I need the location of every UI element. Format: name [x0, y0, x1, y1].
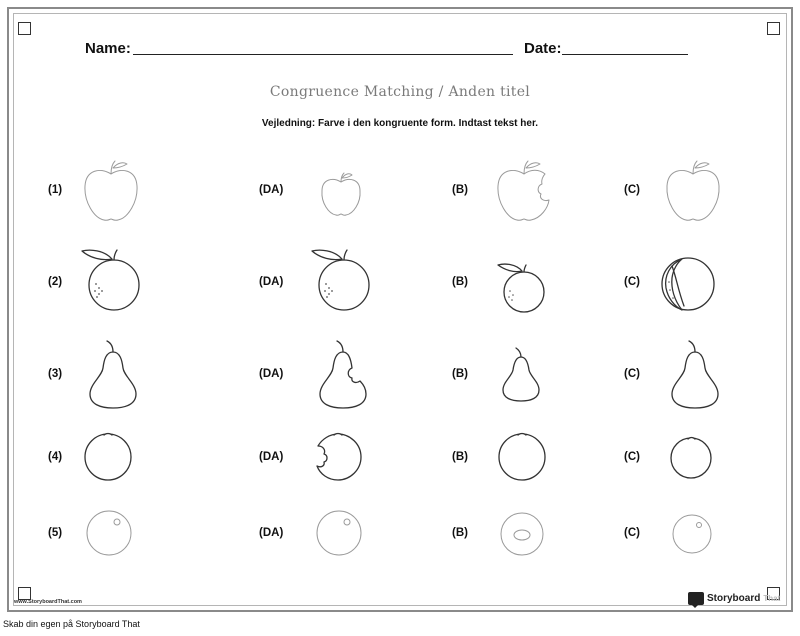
- corner-handle-top-right[interactable]: [767, 22, 780, 35]
- bitten-pear-icon[interactable]: [316, 338, 370, 410]
- donut-plum-icon[interactable]: [498, 510, 546, 558]
- option-label: (B): [452, 451, 468, 463]
- pear-icon[interactable]: [668, 338, 722, 410]
- orange-with-leaf-icon[interactable]: [496, 254, 548, 314]
- plum-icon[interactable]: [314, 508, 364, 558]
- speech-bubble-icon: [688, 592, 704, 605]
- option-label: (B): [452, 527, 468, 539]
- option-label: (C): [624, 276, 640, 288]
- apple-icon[interactable]: [80, 158, 142, 224]
- option-label: (DA): [259, 451, 284, 463]
- bitten-apple-icon[interactable]: [493, 158, 555, 224]
- option-label: (C): [624, 368, 640, 380]
- date-label: Date:: [524, 40, 562, 57]
- worksheet-title[interactable]: Congruence Matching / Anden titel: [269, 84, 531, 100]
- bitten-tangerine-icon[interactable]: [312, 430, 364, 482]
- option-label: (C): [624, 527, 640, 539]
- option-label: (B): [452, 368, 468, 380]
- cut-orange-icon[interactable]: [660, 256, 716, 312]
- name-label: Name:: [85, 40, 131, 57]
- date-line[interactable]: [562, 42, 688, 55]
- tangerine-icon[interactable]: [82, 430, 134, 482]
- plum-icon[interactable]: [84, 508, 134, 558]
- option-label: (B): [452, 276, 468, 288]
- orange-with-leaf-icon[interactable]: [310, 248, 374, 310]
- option-label: (DA): [259, 368, 284, 380]
- instructions[interactable]: Vejledning: Farve i den kongruente form. Indtast tekst her.: [261, 118, 539, 129]
- tangerine-icon[interactable]: [668, 434, 714, 480]
- option-label: (C): [624, 184, 640, 196]
- option-label: (DA): [259, 184, 284, 196]
- row-number: (5): [48, 527, 63, 539]
- row-number: (1): [48, 184, 63, 196]
- apple-icon[interactable]: [318, 170, 364, 218]
- plum-icon[interactable]: [670, 512, 714, 556]
- option-label: (DA): [259, 276, 284, 288]
- logo-brand: Storyboard: [707, 593, 761, 604]
- option-label: (B): [452, 184, 468, 196]
- corner-handle-top-left[interactable]: [18, 22, 31, 35]
- watermark-site: www.StoryboardThat.com: [14, 599, 82, 605]
- tangerine-icon[interactable]: [496, 430, 548, 482]
- pear-icon[interactable]: [86, 338, 140, 410]
- name-line[interactable]: [133, 42, 513, 55]
- row-number: (2): [48, 276, 63, 288]
- logo-brand-suffix: That: [763, 594, 781, 603]
- option-label: (C): [624, 451, 640, 463]
- pear-icon[interactable]: [500, 346, 542, 404]
- storyboard-logo: [688, 592, 780, 605]
- apple-icon[interactable]: [662, 158, 724, 224]
- option-label: (DA): [259, 527, 284, 539]
- row-number: (3): [48, 368, 63, 380]
- row-number: (4): [48, 451, 63, 463]
- footer-link[interactable]: Skab din egen på Storyboard That: [3, 619, 140, 629]
- orange-with-leaf-icon[interactable]: [80, 248, 144, 310]
